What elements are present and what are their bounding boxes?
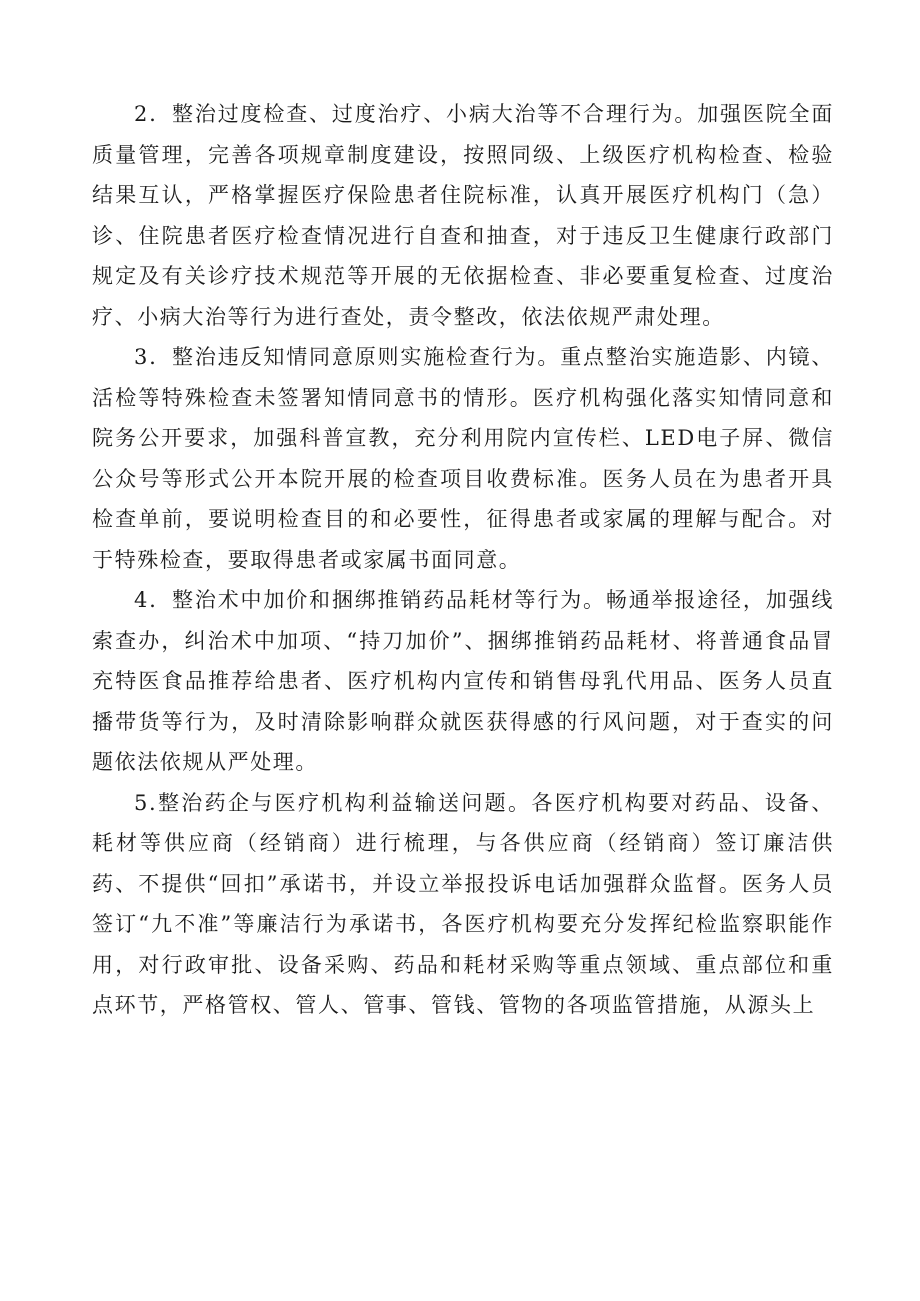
paragraph-item-5: 5.整治药企与医疗机构利益输送问题。各医疗机构要对药品、设备、耗材等供应商（经销商）进行梳理，与各供应商（经销商）签订廉洁供药、不提供“回扣”承诺书，并设立举报投诉电话加强群众监督。医务人员签订“九不准”等廉洁行为承诺书，各医疗机构要充分发挥纪检监察职能作用，对行政审批、设备采购、药品和耗材采购等重点领域、重点部位和重点环节，严格管权、管人、管事、管钱、管物的各项监管措施，从源头上 [92,790,834,1017]
paragraph-item-3: 3．整治违反知情同意原则实施检查行为。重点整治实施造影、内镜、活检等特殊检查未签署知情同意书的情形。医疗机构强化落实知情同意和院务公开要求，加强科普宣教，充分利用院内宣传栏、LED电子屏、微信公众号等形式公开本院开展的检查项目收费标准。医务人员在为患者开具检查单前，要说明检查目的和必要性，征得患者或家属的理解与配合。对于特殊检查，要取得患者或家属书面同意。 [92,345,834,572]
paragraph-item-4: 4．整治术中加价和捆绑推销药品耗材等行为。畅通举报途径，加强线索查办，纠治术中加项、“持刀加价”、捆绑推销药品耗材、将普通食品冒充特医食品推荐给患者、医疗机构内宣传和销售母乳代用品、医务人员直播带货等行为，及时清除影响群众就医获得感的行风问题，对于查实的问题依法依规从严处理。 [92,588,834,774]
paragraph-item-2: 2．整治过度检查、过度治疗、小病大治等不合理行为。加强医院全面质量管理，完善各项规章制度建设，按照同级、上级医疗机构检查、检验结果互认，严格掌握医疗保险患者住院标准，认真开展医疗机构门（急）诊、住院患者医疗检查情况进行自查和抽查，对于违反卫生健康行政部门规定及有关诊疗技术规范等开展的无依据检查、非必要重复检查、过度治疗、小病大治等行为进行查处，责令整改，依法依规严肃处理。 [92,102,834,329]
